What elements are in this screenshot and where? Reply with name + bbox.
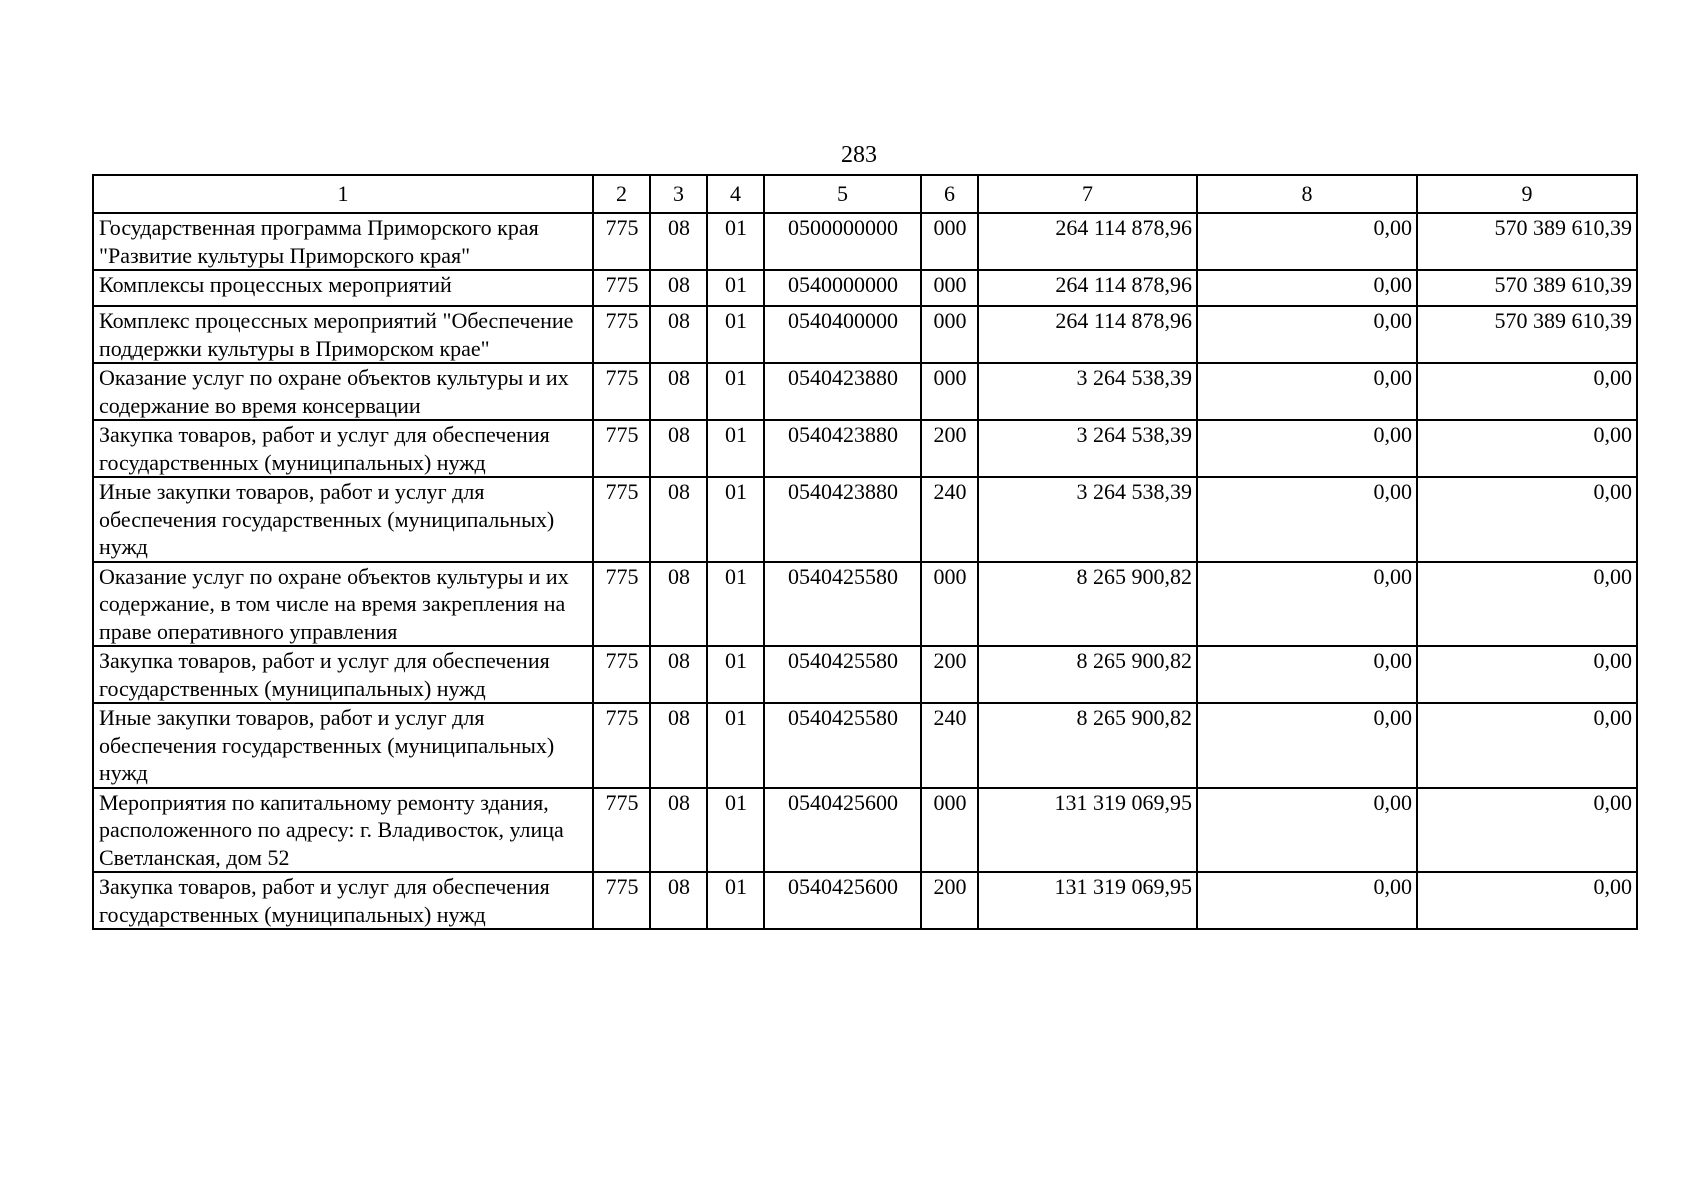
amount-cell: 264 114 878,96 (978, 270, 1197, 306)
code-cell: 0540400000 (764, 306, 921, 363)
code-cell: 01 (707, 872, 764, 929)
amount-cell: 131 319 069,95 (978, 788, 1197, 873)
amount-cell: 0,00 (1417, 562, 1637, 647)
code-cell: 08 (650, 703, 707, 788)
table-header-row (93, 175, 1637, 213)
code-cell: 775 (593, 872, 650, 929)
code-cell: 0540425600 (764, 788, 921, 873)
code-cell: 775 (593, 703, 650, 788)
amount-cell: 0,00 (1417, 477, 1637, 562)
amount-cell: 0,00 (1417, 420, 1637, 477)
amount-cell: 3 264 538,39 (978, 363, 1197, 420)
row-name-cell: Оказание услуг по охране объектов культуры и их содержание, в том числе на время закрепления на праве оперативного управления (93, 562, 593, 647)
column-header: 6 (921, 175, 978, 213)
code-cell: 775 (593, 363, 650, 420)
code-cell: 000 (921, 213, 978, 270)
code-cell: 0540425580 (764, 562, 921, 647)
column-header: 4 (707, 175, 764, 213)
column-header: 3 (650, 175, 707, 213)
amount-cell: 0,00 (1197, 788, 1417, 873)
row-name-cell: Иные закупки товаров, работ и услуг для обеспечения государственных (муниципальных) нужд (93, 477, 593, 562)
amount-cell: 0,00 (1197, 703, 1417, 788)
amount-cell: 0,00 (1197, 562, 1417, 647)
row-name-cell: Государственная программа Приморского края "Развитие культуры Приморского края" (93, 213, 593, 270)
code-cell: 08 (650, 646, 707, 703)
row-name-cell: Закупка товаров, работ и услуг для обеспечения государственных (муниципальных) нужд (93, 646, 593, 703)
code-cell: 200 (921, 646, 978, 703)
code-cell: 08 (650, 306, 707, 363)
code-cell: 01 (707, 213, 764, 270)
row-name-cell: Комплексы процессных мероприятий (93, 270, 593, 306)
amount-cell: 0,00 (1197, 477, 1417, 562)
row-name-cell: Оказание услуг по охране объектов культуры и их содержание во время консервации (93, 363, 593, 420)
row-name-cell: Комплекс процессных мероприятий "Обеспечение поддержки культуры в Приморском крае" (93, 306, 593, 363)
row-name-cell: Закупка товаров, работ и услуг для обеспечения государственных (муниципальных) нужд (93, 420, 593, 477)
code-cell: 200 (921, 420, 978, 477)
table-row (93, 562, 1637, 647)
code-cell: 000 (921, 788, 978, 873)
code-cell: 775 (593, 306, 650, 363)
column-header: 2 (593, 175, 650, 213)
code-cell: 01 (707, 562, 764, 647)
code-cell: 240 (921, 477, 978, 562)
code-cell: 000 (921, 306, 978, 363)
table-body (93, 213, 1637, 929)
amount-cell: 0,00 (1417, 363, 1637, 420)
code-cell: 775 (593, 788, 650, 873)
table-row (93, 420, 1637, 477)
amount-cell: 131 319 069,95 (978, 872, 1197, 929)
table-row (93, 646, 1637, 703)
table-row (93, 477, 1637, 562)
amount-cell: 570 389 610,39 (1417, 213, 1637, 270)
table-row (93, 703, 1637, 788)
code-cell: 775 (593, 562, 650, 647)
table-row (93, 270, 1637, 306)
code-cell: 08 (650, 363, 707, 420)
table-row (93, 872, 1637, 929)
code-cell: 0500000000 (764, 213, 921, 270)
row-name-cell: Закупка товаров, работ и услуг для обеспечения государственных (муниципальных) нужд (93, 872, 593, 929)
code-cell: 000 (921, 270, 978, 306)
amount-cell: 8 265 900,82 (978, 703, 1197, 788)
amount-cell: 0,00 (1417, 703, 1637, 788)
code-cell: 01 (707, 703, 764, 788)
code-cell: 01 (707, 788, 764, 873)
code-cell: 08 (650, 270, 707, 306)
code-cell: 0540425580 (764, 646, 921, 703)
code-cell: 775 (593, 420, 650, 477)
code-cell: 775 (593, 270, 650, 306)
code-cell: 775 (593, 213, 650, 270)
code-cell: 01 (707, 363, 764, 420)
amount-cell: 0,00 (1197, 646, 1417, 703)
amount-cell: 0,00 (1417, 646, 1637, 703)
code-cell: 775 (593, 646, 650, 703)
amount-cell: 8 265 900,82 (978, 646, 1197, 703)
code-cell: 200 (921, 872, 978, 929)
budget-table (92, 174, 1638, 930)
row-name-cell: Мероприятия по капитальному ремонту здания, расположенного по адресу: г. Владивосток, улица Светланская, дом 52 (93, 788, 593, 873)
amount-cell: 264 114 878,96 (978, 306, 1197, 363)
amount-cell: 264 114 878,96 (978, 213, 1197, 270)
code-cell: 0540423880 (764, 363, 921, 420)
code-cell: 01 (707, 270, 764, 306)
column-header: 1 (93, 175, 593, 213)
amount-cell: 0,00 (1417, 872, 1637, 929)
column-header: 8 (1197, 175, 1417, 213)
table-row (93, 788, 1637, 873)
amount-cell: 0,00 (1197, 306, 1417, 363)
column-header: 7 (978, 175, 1197, 213)
code-cell: 01 (707, 420, 764, 477)
table-row (93, 363, 1637, 420)
code-cell: 240 (921, 703, 978, 788)
amount-cell: 0,00 (1197, 213, 1417, 270)
code-cell: 01 (707, 646, 764, 703)
amount-cell: 8 265 900,82 (978, 562, 1197, 647)
amount-cell: 0,00 (1417, 788, 1637, 873)
amount-cell: 0,00 (1197, 363, 1417, 420)
amount-cell: 3 264 538,39 (978, 477, 1197, 562)
code-cell: 0540000000 (764, 270, 921, 306)
code-cell: 08 (650, 477, 707, 562)
amount-cell: 3 264 538,39 (978, 420, 1197, 477)
code-cell: 775 (593, 477, 650, 562)
code-cell: 08 (650, 213, 707, 270)
code-cell: 08 (650, 872, 707, 929)
column-header: 5 (764, 175, 921, 213)
code-cell: 0540423880 (764, 477, 921, 562)
code-cell: 0540423880 (764, 420, 921, 477)
amount-cell: 0,00 (1197, 420, 1417, 477)
code-cell: 000 (921, 363, 978, 420)
page-number: 283 (841, 142, 877, 168)
amount-cell: 0,00 (1197, 872, 1417, 929)
table-row (93, 213, 1637, 270)
code-cell: 0540425600 (764, 872, 921, 929)
amount-cell: 570 389 610,39 (1417, 270, 1637, 306)
code-cell: 0540425580 (764, 703, 921, 788)
code-cell: 01 (707, 306, 764, 363)
table-row (93, 306, 1637, 363)
code-cell: 08 (650, 562, 707, 647)
column-header: 9 (1417, 175, 1637, 213)
row-name-cell: Иные закупки товаров, работ и услуг для обеспечения государственных (муниципальных) нужд (93, 703, 593, 788)
amount-cell: 570 389 610,39 (1417, 306, 1637, 363)
code-cell: 08 (650, 788, 707, 873)
amount-cell: 0,00 (1197, 270, 1417, 306)
code-cell: 08 (650, 420, 707, 477)
code-cell: 01 (707, 477, 764, 562)
code-cell: 000 (921, 562, 978, 647)
